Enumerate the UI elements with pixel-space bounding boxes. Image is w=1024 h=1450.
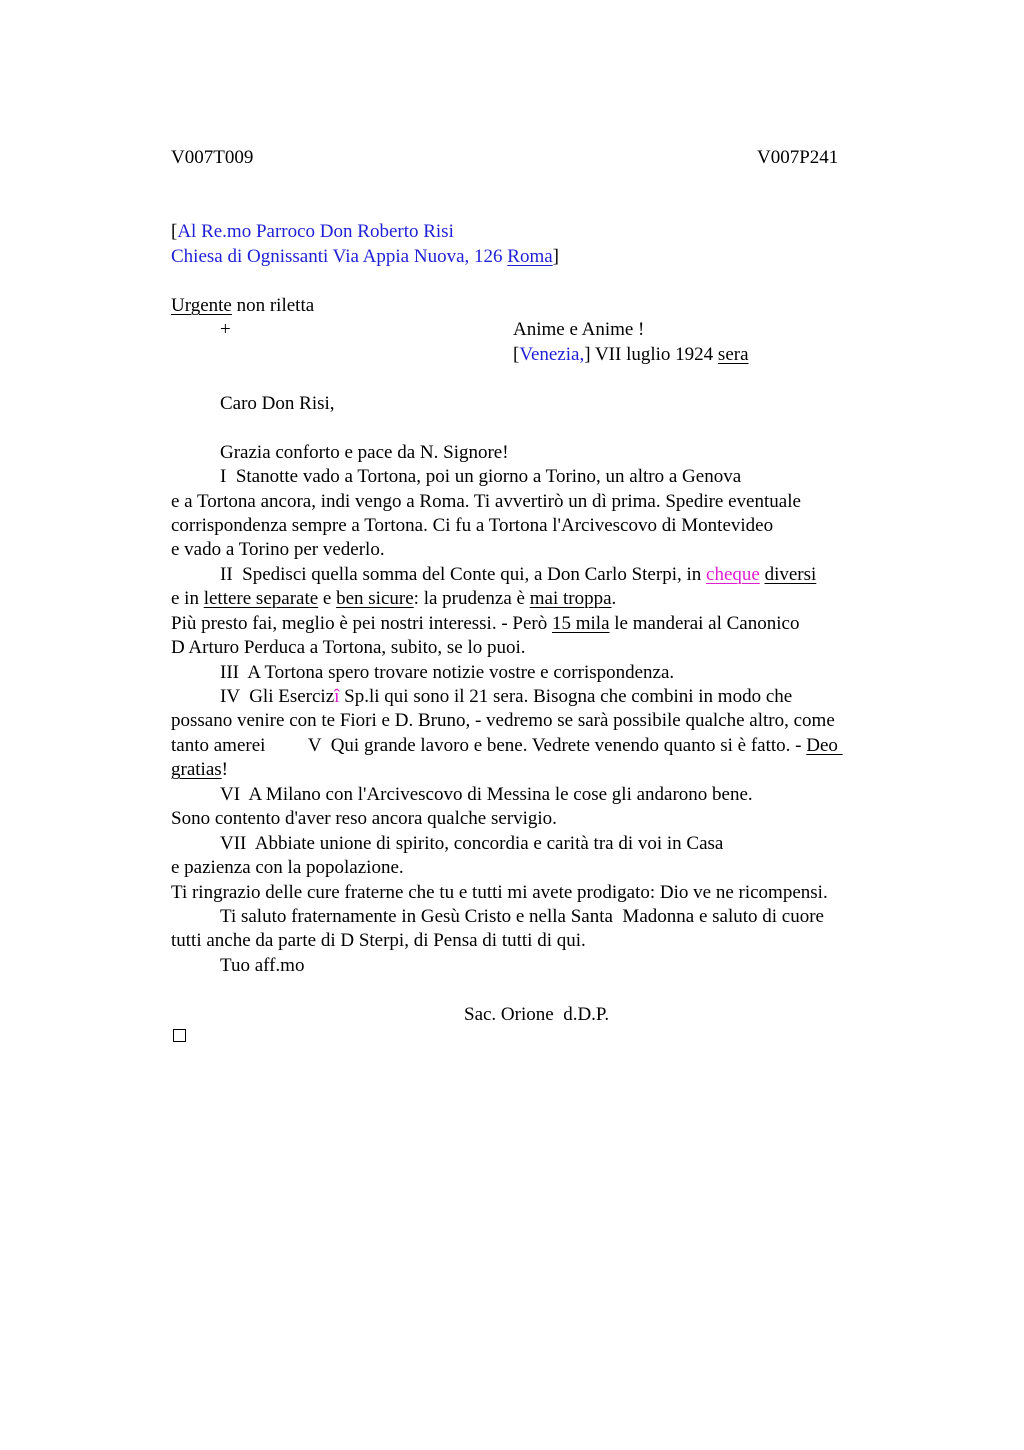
paragraph-2-line-3 [171, 612, 799, 636]
date-place: Venezia, [519, 344, 585, 365]
paragraph-3: III A Tortona spero trovare notizie vostre e corrispondenza. [220, 662, 675, 683]
not-reread-label: non riletta [231, 295, 315, 316]
gratias-word: gratias [171, 759, 222, 780]
cross-mark: + [220, 319, 231, 340]
text-run: Sp.li qui sono il 21 sera. Bisogna che combini in modo che [339, 686, 793, 707]
urgent-note [171, 294, 314, 318]
salutation: Caro Don Risi, [220, 393, 335, 414]
date-evening: sera [717, 344, 749, 365]
paragraph-1-line-1: I Stanotte vado a Tortona, poi un giorno a Torino, un altro a Genova [220, 466, 742, 487]
closing-line-1: Ti saluto fraternamente in Gesù Cristo e nella Santa Madonna e saluto di cuore [220, 906, 824, 927]
address-city: Roma [507, 246, 553, 267]
address-line-2 [171, 245, 559, 269]
greeting: Grazia conforto e pace da N. Signore! [220, 442, 509, 463]
paragraph-2-line-1 [220, 563, 816, 587]
paragraph-1-line-3: corrispondenza sempre a Tortona. Ci fu a Tortona l'Arcivescovo di Montevideo [171, 515, 774, 536]
bracket-close: ] [552, 246, 559, 267]
text-run: II Spedisci quella somma del Conte qui, a Don Carlo Sterpi, in [220, 564, 707, 585]
paragraph-7-line-2: e pazienza con la popolazione. [171, 857, 404, 878]
thanks-line: Ti ringrazio delle cure fraterne che tu e tutti mi avete prodigato: Dio ve ne ricompensi. [171, 882, 828, 903]
paragraph-4-line-2: possano venire con te Fiori e D. Bruno, - vedremo se sarà possibile qualche altro, come [171, 710, 835, 731]
closing-line-2: tutti anche da parte di D Sterpi, di Pensa di tutti di qui. [171, 930, 586, 951]
dateline: [Venezia,] VII luglio 1924 sera [513, 344, 749, 365]
mai-troppa: mai troppa [529, 588, 612, 609]
text-run: e [318, 588, 337, 609]
text-run: : la prudenza è [413, 588, 530, 609]
paragraph-1-line-4: e vado a Torino per vederlo. [171, 539, 385, 560]
text-run: IV Gli Esercizî [220, 686, 340, 707]
paragraph-2-line-4: D Arturo Perduca a Tortona, subito, se lo puoi. [171, 637, 526, 658]
paragraph-5-line-2 [171, 758, 228, 782]
paragraph-4-line-1 [220, 685, 792, 709]
checkbox-square-icon [173, 1029, 186, 1042]
text-run: . [611, 588, 617, 609]
urgent-label: Urgente [171, 295, 232, 316]
deo-word: Deo [806, 735, 843, 756]
cheque-word: cheque [706, 564, 760, 585]
church-address: Chiesa di Ognissanti Via Appia Nuova, 126 [171, 246, 508, 267]
paragraph-6-line-1: VI A Milano con l'Arcivescovo di Messina le cose gli andarono bene. [220, 784, 753, 805]
addressee: Al Re.mo Parroco Don Roberto Risi [177, 221, 454, 242]
paragraph-4-line-3 [171, 734, 843, 758]
address-line-1 [171, 220, 454, 244]
signature: Sac. Orione d.D.P. [464, 1004, 610, 1025]
text-run: Più presto fai, meglio è pei nostri interessi. - Però [171, 613, 552, 634]
paragraph-2-line-2 [171, 587, 616, 611]
valediction: Tuo aff.mo [220, 955, 305, 976]
text-run: ! [221, 759, 228, 780]
amount-15-mila: 15 mila [551, 613, 610, 634]
text-run: tanto amerei V Qui grande lavoro e bene. Vedrete venendo quanto si è fatto. - [171, 735, 807, 756]
lettere-separate: lettere separate [203, 588, 319, 609]
text-run: le manderai al Canonico [609, 613, 800, 634]
paragraph-7-line-1: VII Abbiate unione di spirito, concordia e carità tra di voi in Casa [220, 833, 724, 854]
motto: Anime e Anime ! [513, 319, 645, 340]
highlighted-letter: î [334, 686, 340, 707]
text-run: e in [171, 588, 204, 609]
ben-sicure: ben sicure [336, 588, 414, 609]
document-code-right: V007P241 [757, 147, 839, 168]
paragraph-1-line-2: e a Tortona ancora, indi vengo a Roma. Ti avvertirò un dì prima. Spedire eventuale [171, 491, 801, 512]
document-code-left: V007T009 [171, 147, 254, 168]
paragraph-6-line-2: Sono contento d'aver reso ancora qualche servigio. [171, 808, 557, 829]
date-text: ] VII luglio 1924 [584, 344, 718, 365]
bracket-open: [ [171, 221, 178, 242]
diversi-word: diversi [764, 564, 817, 585]
